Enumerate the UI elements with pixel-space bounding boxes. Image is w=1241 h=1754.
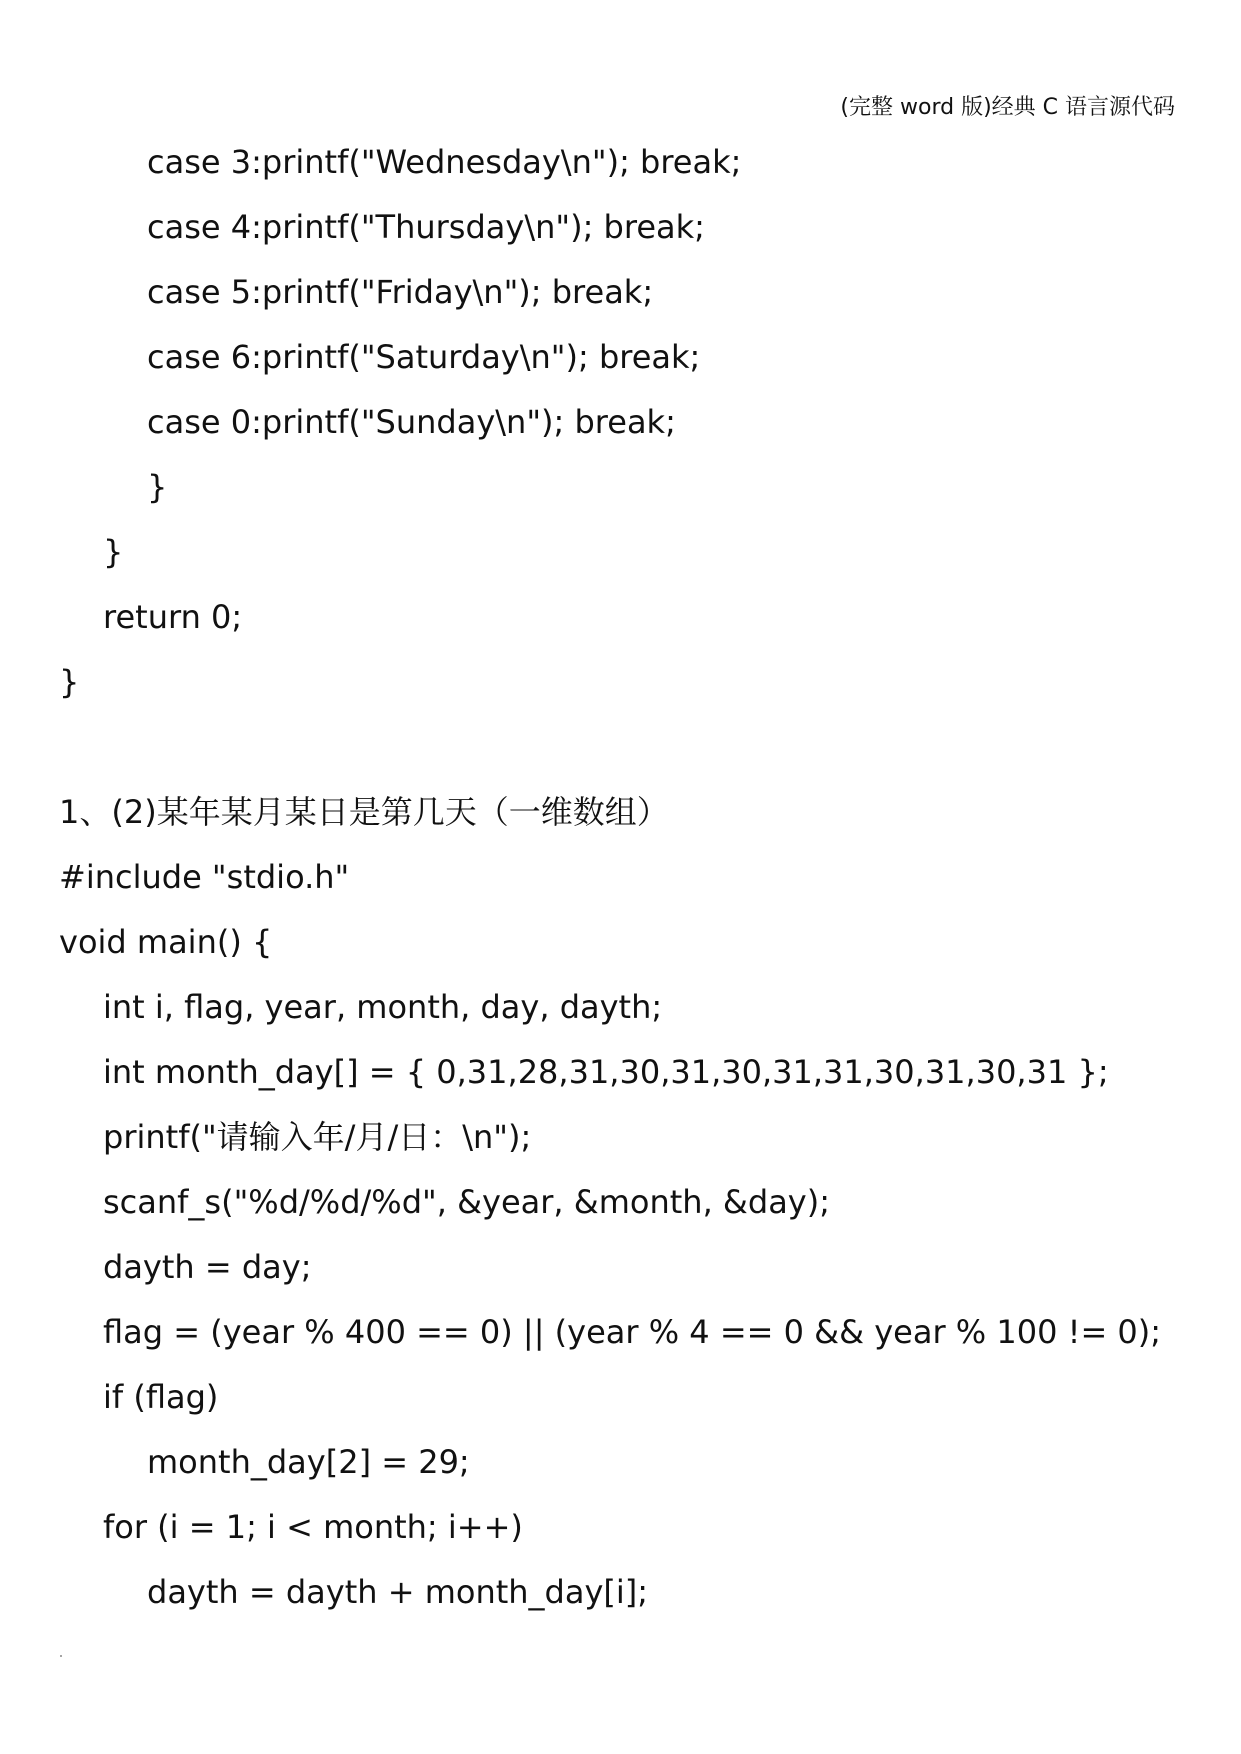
code-line: dayth = day; <box>103 1248 312 1286</box>
code-line: month_day[2] = 29; <box>147 1443 470 1481</box>
code-line: case 0:printf("Sunday\n"); break; <box>147 403 676 441</box>
code-line: if (flag) <box>103 1378 219 1416</box>
code-line: int i, flag, year, month, day, dayth; <box>103 988 663 1026</box>
code-line: flag = (year % 400 == 0) || (year % 4 == 0 && year % 100 != 0); <box>103 1313 1162 1351</box>
code-line: return 0; <box>103 598 243 636</box>
code-line: case 3:printf("Wednesday\n"); break; <box>147 143 742 181</box>
code-line: for (i = 1; i < month; i++) <box>103 1508 523 1546</box>
code-line: #include "stdio.h" <box>59 858 350 896</box>
code-line: scanf_s("%d/%d/%d", &year, &month, &day); <box>103 1183 830 1221</box>
code-line: } <box>103 533 124 571</box>
code-line: case 6:printf("Saturday\n"); break; <box>147 338 701 376</box>
code-line: } <box>59 663 80 701</box>
code-line: dayth = dayth + month_day[i]; <box>147 1573 649 1611</box>
section-heading: 1、(2)某年某月某日是第几天（一维数组） <box>59 793 669 831</box>
code-line: case 5:printf("Friday\n"); break; <box>147 273 654 311</box>
code-line: } <box>147 468 168 506</box>
code-line: void main() { <box>59 923 273 961</box>
page-mark-dot <box>60 1655 62 1657</box>
code-line: case 4:printf("Thursday\n"); break; <box>147 208 705 246</box>
code-line: int month_day[] = { 0,31,28,31,30,31,30,31,31,30,31,30,31 }; <box>103 1053 1109 1091</box>
code-line: printf("请输入年/月/日：\n"); <box>103 1118 532 1156</box>
page-header-title: (完整 word 版)经典 C 语言源代码 <box>840 95 1175 120</box>
